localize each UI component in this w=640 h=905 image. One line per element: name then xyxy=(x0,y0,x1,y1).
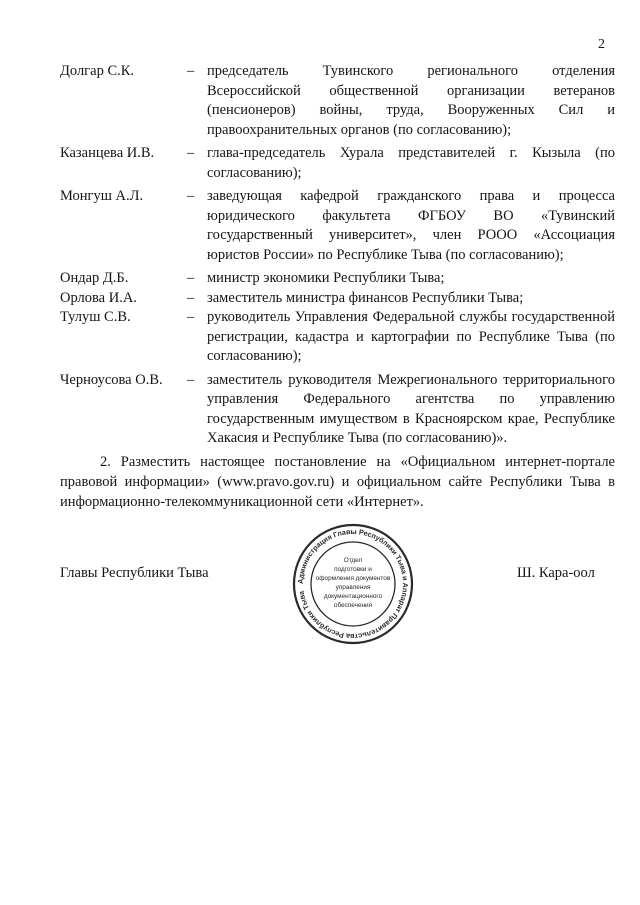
commission-members-list xyxy=(60,62,615,449)
member-name: Тулуш С.В. xyxy=(60,309,131,325)
stamp-center-line: подготовки и xyxy=(334,566,372,573)
member-row xyxy=(60,269,615,289)
stamp-center-line: Отдел xyxy=(343,557,363,564)
member-name: Ондар Д.Б. xyxy=(60,270,129,286)
member-role: министр экономики Республики Тыва; xyxy=(207,270,445,286)
stamp-seal xyxy=(291,522,415,646)
member-row xyxy=(60,62,615,140)
official-stamp xyxy=(291,522,415,646)
member-role: заместитель руководителя Межрегионального территориального управления Федерального агентства по управлению государственным имуществом в Красноярском крае, Республике Хакасия и Республике Тыва (по согласованию)». xyxy=(207,371,615,446)
signature-name: Ш. Кара-оол xyxy=(517,565,595,581)
member-dash: – xyxy=(187,371,195,388)
member-name: Черноусова О.В. xyxy=(60,371,163,388)
member-row xyxy=(60,308,615,367)
member-role: заместитель министра финансов Республики Тыва; xyxy=(207,289,524,306)
member-row xyxy=(60,289,615,309)
member-dash: – xyxy=(187,145,195,161)
member-dash: – xyxy=(187,270,195,286)
member-dash: – xyxy=(187,309,195,325)
stamp-center-line: оформления документов xyxy=(315,575,391,582)
stamp-center-line: документационного xyxy=(323,593,383,600)
member-name: Долгар С.К. xyxy=(60,63,135,79)
page-number: 2 xyxy=(598,37,605,52)
member-row xyxy=(60,187,615,265)
stamp-center-line: обеспечения xyxy=(333,602,373,609)
member-name: Орлова И.А. xyxy=(60,289,137,306)
member-role: глава-председатель Хурала представителей г. Кызыла (по согласованию); xyxy=(207,145,615,181)
member-dash: – xyxy=(187,289,195,306)
paragraph-publication: 2. Разместить настоящее постановление на «Официальном интернет-портале правовой информации» (www.pravo.gov.ru) и официальном сайте Республики Тыва в информационно-телекоммуникационной сети «Интернет». xyxy=(60,454,615,510)
stamp-center-line: управления xyxy=(335,584,371,591)
member-role: председатель Тувинского регионального отделения Всероссийской общественной организации ветеранов (пенсионеров) войны, труда, Вооруженных Сил и правоохранительных органов (по согласованию); xyxy=(207,63,615,138)
member-row xyxy=(60,371,615,449)
member-name: Казанцева И.В. xyxy=(60,145,155,161)
member-name: Монгуш А.Л. xyxy=(60,188,144,204)
member-dash: – xyxy=(187,63,195,79)
member-role: руководитель Управления Федеральной службы государственной регистрации, кадастра и картографии по Республике Тыва (по согласованию); xyxy=(207,309,615,364)
member-dash: – xyxy=(187,188,195,204)
signature-title: Главы Республики Тыва xyxy=(60,565,209,581)
member-role: заведующая кафедрой гражданского права и процесса юридического факультета ФГБОУ ВО «Тувинский государственный университет», член РООО «Ассоциация юристов России» по Республике Тыва (по согласованию); xyxy=(207,188,615,263)
stamp-ring-text: Администрация Главы Республики Тыва и Аппарат Правительства Республики Тыва xyxy=(295,526,411,642)
member-row xyxy=(60,144,615,183)
